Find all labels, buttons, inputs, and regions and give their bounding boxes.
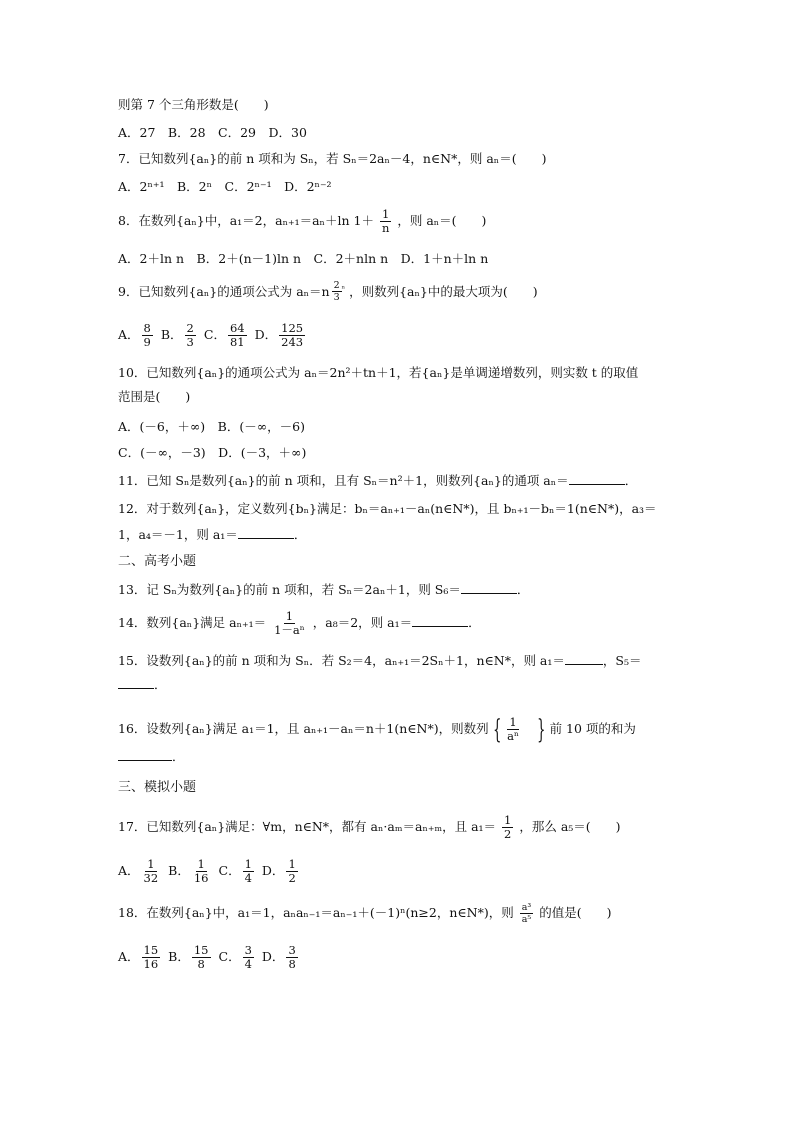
- option-fraction: [192, 858, 211, 885]
- q6-options: A．27 B．28 C．29 D．30: [118, 125, 307, 140]
- fraction-denominator: 8: [288, 957, 296, 971]
- question-16-line1: [118, 716, 636, 743]
- q9-options: [118, 322, 313, 349]
- fraction-numerator: 1: [504, 813, 512, 827]
- option-label: A．: [118, 863, 140, 878]
- fraction-numerator: 2: [186, 321, 194, 335]
- q14-text-start: 14．数列{aₙ}满足 aₙ₊₁＝: [118, 615, 267, 630]
- period: ．: [154, 677, 167, 692]
- option-fraction: [286, 858, 297, 885]
- option-label: C．: [203, 327, 226, 342]
- option-a: [118, 857, 162, 885]
- q18-options: [118, 944, 306, 971]
- option-label: B．: [168, 863, 190, 878]
- fraction-denominator: 32: [143, 871, 159, 885]
- fraction-numerator: 3: [244, 943, 252, 957]
- option-fraction: [243, 858, 254, 885]
- option-fraction: [142, 858, 161, 885]
- q14-fraction: [272, 610, 307, 637]
- q17-text-start: 17．已知数列{aₙ}满足：∀m，n∈N*，都有 aₙ·aₘ＝aₙ₊ₘ，且 a₁＝: [118, 819, 497, 834]
- q12-text: 1，a₄＝－1，则 a₁＝: [118, 527, 238, 542]
- fraction-denominator: n: [381, 221, 390, 235]
- option-label: D．: [254, 327, 278, 342]
- option-a: [118, 321, 155, 349]
- q15-text-start: 15．设数列{aₙ}的前 n 项和为 Sₙ．若 S₂＝4，aₙ₊₁＝2Sₙ＋1，n∈N*，则 a₁＝: [118, 653, 565, 668]
- question-17: [118, 814, 621, 841]
- q17-text-end: ，那么 a₅＝( ): [519, 819, 621, 834]
- option-c: [218, 857, 256, 885]
- question-12-line2: [118, 526, 306, 544]
- option-fraction: [192, 944, 211, 971]
- option-fraction: [279, 322, 305, 349]
- answer-blank[interactable]: [118, 676, 154, 689]
- q7-options: A．2ⁿ⁺¹ B．2ⁿ C．2ⁿ⁻¹ D．2ⁿ⁻²: [118, 179, 332, 194]
- option-d: [254, 321, 307, 349]
- question-7: 7．已知数列{aₙ}的前 n 项和为 Sₙ，若 Sₙ＝2aₙ－4，n∈N*，则 aₙ＝( ): [118, 151, 547, 166]
- q8-text-start: 8．在数列{aₙ}中，a₁＝2，aₙ₊₁＝aₙ＋ln 1＋: [118, 213, 374, 228]
- option-d: [261, 857, 300, 885]
- q16-fraction: [505, 716, 521, 743]
- section-heading-gaokao: 二、高考小题: [118, 554, 197, 569]
- q8-text-end: ，则 aₙ＝( ): [397, 213, 487, 228]
- fraction-denominator: 3: [333, 292, 340, 304]
- period: ．: [624, 473, 638, 488]
- fraction-numerator: 1: [197, 857, 205, 871]
- fraction-numerator: 64: [229, 321, 245, 335]
- fraction-numerator: 15: [143, 943, 159, 957]
- q18-fraction: [520, 902, 533, 925]
- option-label: C．: [218, 863, 241, 878]
- question-16-line2: [118, 748, 185, 766]
- fraction-numerator: 8: [143, 321, 151, 335]
- q9-text-end: ，则数列{aₙ}中的最大项为( ): [349, 284, 538, 300]
- answer-blank[interactable]: [118, 748, 172, 761]
- fraction-numerator: 3: [288, 943, 296, 957]
- question-15-line1: [118, 652, 641, 670]
- right-brace: }: [537, 714, 546, 745]
- q18-text-end: 的值是( ): [539, 905, 612, 920]
- question-8: [118, 208, 486, 235]
- answer-blank[interactable]: [238, 526, 294, 539]
- answer-blank[interactable]: [565, 652, 603, 665]
- option-b: [160, 321, 198, 349]
- question-14: [118, 610, 481, 637]
- q9-exponent-n: ⁿ: [341, 284, 346, 293]
- q14-text-end: ，a₈＝2，则 a₁＝: [312, 615, 413, 630]
- question-15-line2: [118, 676, 167, 694]
- fraction-numerator: 1: [288, 857, 296, 871]
- option-label: C．: [218, 949, 241, 964]
- option-fraction: [243, 944, 254, 971]
- left-brace: {: [492, 714, 502, 745]
- fraction-numerator: 15: [193, 943, 209, 957]
- option-fraction: [286, 944, 297, 971]
- option-fraction: [228, 322, 247, 349]
- option-label: B．: [160, 327, 183, 342]
- q8-fraction: [380, 208, 391, 235]
- option-a: [118, 943, 162, 971]
- fraction-denominator: 1－aⁿ: [274, 623, 305, 637]
- fraction-denominator: 81: [229, 335, 245, 349]
- q18-text-start: 18．在数列{aₙ}中，a₁＝1，aₙaₙ₋₁＝aₙ₋₁＋(－1)ⁿ(n≥2，n∈N*)，则: [118, 905, 514, 920]
- fraction-numerator: 1: [147, 857, 155, 871]
- fraction-denominator: 4: [244, 871, 252, 885]
- question-12-line1: 12．对于数列{aₙ}，定义数列{bₙ}满足：bₙ＝aₙ₊₁－aₙ(n∈N*)，且 bₙ₊₁－bₙ＝1(n∈N*)，a₃＝: [118, 501, 657, 516]
- q9-exponent-fraction: [332, 280, 342, 303]
- option-fraction: [142, 944, 161, 971]
- period: ．: [172, 749, 185, 764]
- fraction-denominator: aⁿ: [507, 729, 520, 743]
- fraction-numerator: 1: [285, 609, 294, 623]
- fraction-denominator: 8: [197, 957, 205, 971]
- fraction-denominator: 2: [504, 827, 512, 841]
- q15-text-mid: ，S₅＝: [602, 653, 642, 668]
- q9-text-start: 9．已知数列{aₙ}的通项公式为 aₙ＝n: [118, 284, 330, 300]
- option-fraction: [185, 322, 196, 349]
- question-11: [118, 472, 637, 490]
- period: ．: [468, 615, 481, 630]
- option-fraction: [142, 322, 153, 349]
- option-label: A．: [118, 327, 140, 342]
- question-13: [118, 581, 529, 599]
- q8-options: A．2＋ln n B．2＋(n－1)ln n C．2＋nln n D．1＋n＋ln n: [118, 251, 489, 266]
- period: ．: [516, 582, 530, 597]
- section-heading-mock: 三、模拟小题: [118, 780, 197, 795]
- option-b: [168, 943, 212, 971]
- answer-blank[interactable]: [569, 472, 625, 485]
- option-label: B．: [168, 949, 190, 964]
- line-triangle-number: 则第 7 个三角形数是( ): [118, 97, 269, 112]
- fraction-denominator: 9: [143, 335, 151, 349]
- fraction-denominator: a⁵: [521, 914, 532, 925]
- fraction-numerator: a³: [521, 902, 532, 913]
- period: ．: [293, 527, 307, 542]
- option-c: [218, 943, 256, 971]
- option-label: D．: [261, 863, 285, 878]
- fraction-denominator: 16: [143, 957, 159, 971]
- fraction-numerator: 2: [333, 280, 340, 292]
- q10-options-row2: C．(－∞，－3) D．(－3，＋∞): [118, 445, 307, 460]
- fraction-denominator: 243: [281, 335, 304, 349]
- option-b: [168, 857, 212, 885]
- answer-blank[interactable]: [461, 581, 517, 594]
- q11-text: 11．已知 Sₙ是数列{aₙ}的前 n 项和，且有 Sₙ＝n²＋1，则数列{aₙ}的通项 aₙ＝: [118, 473, 569, 488]
- fraction-numerator: 1: [509, 715, 517, 729]
- option-label: D．: [261, 949, 285, 964]
- q17-fraction: [502, 814, 513, 841]
- question-9: [118, 280, 538, 303]
- fraction-numerator: 1: [244, 857, 252, 871]
- question-18: [118, 902, 611, 925]
- option-label: A．: [118, 949, 140, 964]
- q16-text-start: 16．设数列{aₙ}满足 a₁＝1，且 aₙ₊₁－aₙ＝n＋1(n∈N*)，则数列: [118, 721, 489, 736]
- fraction-denominator: 2: [288, 871, 296, 885]
- q17-options: [118, 858, 306, 885]
- question-10-line1: 10．已知数列{aₙ}的通项公式为 aₙ＝2n²＋tn＋1，若{aₙ}是单调递增数列，则实数 t 的取值: [118, 365, 639, 380]
- answer-blank[interactable]: [412, 614, 468, 627]
- fraction-numerator: 125: [281, 321, 304, 335]
- option-d: [261, 943, 300, 971]
- q10-options-row1: A．(－6，＋∞) B．(－∞，－6): [118, 419, 305, 434]
- fraction-numerator: 1: [381, 207, 390, 221]
- question-10-line2: 范围是( ): [118, 389, 191, 404]
- q13-text: 13．记 Sₙ为数列{aₙ}的前 n 项和，若 Sₙ＝2aₙ＋1，则 S₆＝: [118, 582, 461, 597]
- fraction-denominator: 3: [186, 335, 194, 349]
- q16-text-end: 前 10 项的和为: [549, 721, 636, 736]
- fraction-denominator: 4: [244, 957, 252, 971]
- option-c: [203, 321, 249, 349]
- fraction-denominator: 16: [193, 871, 209, 885]
